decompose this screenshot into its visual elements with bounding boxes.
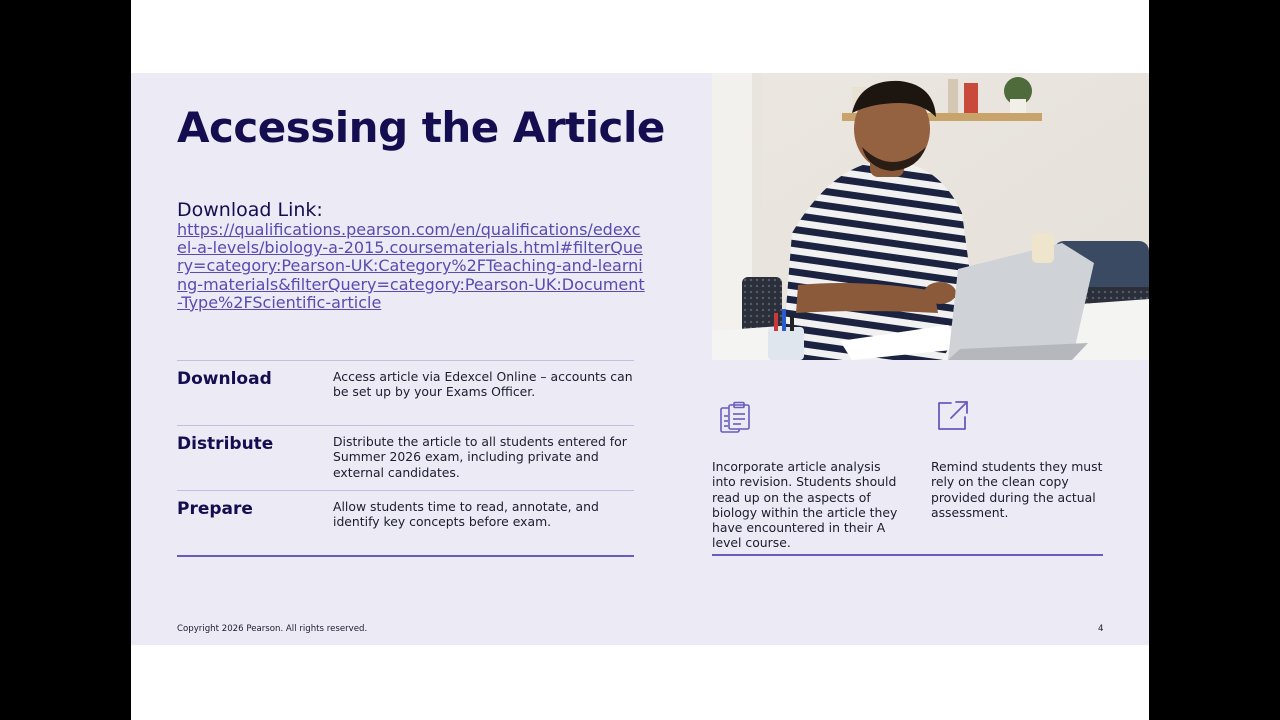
feature-text-revision: Incorporate article analysis into revision. Students should read up on the aspects of biology within the article they have encountered in their A level course. (712, 459, 898, 551)
feature-text-clean-copy: Remind students they must rely on the clean copy provided during the actual assessment. (931, 459, 1103, 520)
download-link-label: Download Link: (177, 199, 323, 221)
step-row-download (177, 361, 634, 426)
slide (131, 73, 1149, 645)
features-divider (712, 554, 1103, 556)
download-link[interactable]: https://qualifications.pearson.com/en/qualifications/edexcel-a-levels/biology-a-2015.coursematerials.html#filterQuery=category:Pearson-UK:Category%2FTeaching-and-learning-materials&filterQuery=category:Pearson-UK:Document-Type%2FScientific-article (177, 220, 645, 312)
step-row-prepare (177, 491, 634, 555)
man-at-laptop-photo (712, 73, 1149, 360)
page-number: 4 (1098, 624, 1104, 634)
step-description: Distribute the article to all students entered for Summer 2026 exam, including private and external candidates. (333, 434, 627, 480)
step-description: Access article via Edexcel Online – accounts can be set up by your Exams Officer. (333, 369, 633, 400)
footer-copyright: Copyright 2026 Pearson. All rights reserved. (177, 624, 368, 634)
step-title: Distribute (177, 434, 274, 454)
clipboard-icon (717, 400, 753, 436)
steps-table (177, 360, 634, 557)
step-row-distribute (177, 426, 634, 491)
slide-title: Accessing the Article (177, 103, 665, 152)
step-title: Prepare (177, 499, 253, 519)
slide-frame (131, 0, 1149, 720)
external-link-icon (935, 398, 971, 434)
step-description: Allow students time to read, annotate, and identify key concepts before exam. (333, 499, 599, 530)
step-title: Download (177, 369, 272, 389)
